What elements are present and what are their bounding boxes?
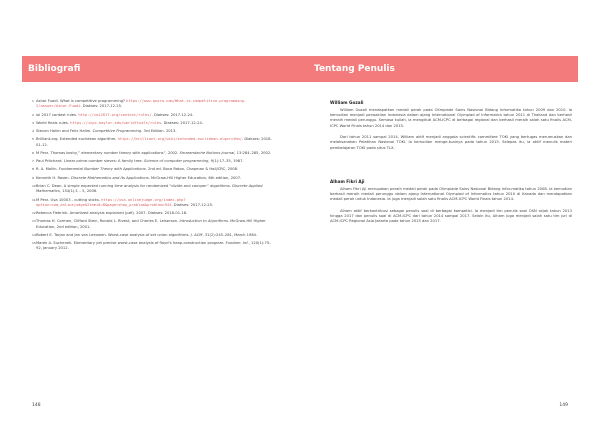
reference-text-main: Kenneth H. Rosen.: [36, 175, 71, 180]
author-bio-paragraph: Alham Fikri Aji merupakan peraih medali perak pada Olimpiade Sains Nasional Bidang Infor-matika tahun 2008. Ia kemudian berhasil meraih medali perunggu dalam ajang International Olympiad of Informatics tahun 2010 di Kanada dan mendapatkan medali perak untuk Indonesia. Ia juga menjadi salah satu finalis ACM-ICPC World Finals tahun 2014.: [330, 186, 572, 202]
about-authors-heading: Tentang Penulis: [314, 64, 395, 74]
reference-text: [36, 167, 272, 172]
reference-publication: Introduction to Algorithms: [179, 219, 228, 224]
reference-text-tail: , 31(2):245–281, March 1984.: [202, 232, 258, 237]
reference-text: [36, 151, 272, 156]
reference-item: [32, 151, 272, 156]
reference-text-main: Brilliant.org. Extended euclidean algorithm.: [36, 137, 118, 142]
reference-item: [32, 219, 272, 229]
reference-item: [32, 159, 272, 164]
reference-item: [32, 233, 272, 238]
reference-number: 6: [32, 150, 34, 155]
reference-publication: Discrete Applied Mathematics: [36, 184, 263, 194]
reference-text-tail: . Diakses: 2017-12-24.: [161, 120, 203, 125]
reference-url-link[interactable]: https://brilliant.org/wiki/extended-euclidean-algorithm/: [117, 137, 242, 142]
bibliography-heading: Bibliografi: [28, 64, 81, 74]
reference-number: 4: [32, 129, 34, 134]
reference-item: [32, 99, 272, 109]
author-name: Alham Fikri Aji: [330, 178, 365, 184]
reference-number: 10: [32, 184, 36, 189]
reference-text-tail: . Diakses: 2017-12-25.: [80, 104, 123, 109]
reference-item: [32, 211, 272, 216]
reference-text: [36, 233, 272, 238]
reference-text-main: Brian C. Dean. A simple expected running time analysis for randomized “divide and conquer” algorithms.: [36, 184, 233, 189]
reference-item: [32, 184, 272, 194]
reference-number: 2: [32, 112, 34, 117]
reference-text-main: Rebecca Fiebrink. Amortized analysis explained (pdf). 2007. Diakses: 2018-01-18.: [36, 211, 188, 216]
reference-publication: Fundamental Number Theory with Applications: [58, 167, 146, 172]
reference-number: 8: [32, 167, 34, 172]
reference-text: [36, 159, 272, 164]
reference-text: [36, 113, 272, 118]
reference-text-tail: . Diakses: 2017-12-25.: [171, 202, 214, 207]
reference-text-tail: . Diakses: 2017-12-24.: [151, 112, 194, 117]
reference-text-main: R. A. Mollin.: [36, 167, 59, 172]
reference-publication: Science of computer programming: [144, 159, 209, 164]
reference-text-tail: . 2nd ed. Boca Raton, Chapman & Hall/CRC, 2008.: [145, 167, 239, 172]
author-name: William Gozali: [330, 100, 364, 105]
reference-publication: Smarandache Notions Journal: [179, 150, 235, 155]
reference-number: 13: [32, 219, 36, 224]
reference-number: 3: [32, 120, 34, 125]
page-number-left: 148: [32, 403, 41, 408]
reference-item: [32, 198, 272, 208]
reference-item: [32, 129, 272, 134]
reference-text-main: M Perz. Uva 10003 - cutting sticks.: [36, 197, 102, 202]
reference-number: 14: [32, 232, 36, 237]
reference-text: [36, 219, 272, 229]
reference-text-main: Thomas H. Cormen, Clifford Stein, Ronald L. Rivest, and Charles E. Leiserson.: [36, 219, 180, 224]
reference-url-link[interactable]: https://icpc.baylor.edu/worldfinals/rules: [70, 120, 162, 125]
reference-text: [36, 121, 272, 126]
reference-number: 1: [32, 99, 34, 103]
reference-list: [32, 99, 272, 255]
reference-url-link[interactable]: https://www.quora.com/What-is-competitive-programming-2/answer/Ashar-Fuadi: [36, 99, 247, 109]
reference-number: 5: [32, 137, 34, 142]
reference-publication: J. ACM: [190, 232, 203, 237]
author-bio-paragraph: Dari tahun 2011 sampai 2014, William aktif menjadi anggota scientific committee TOKI yang bertugas merumuskan dan melaksanakan Pelatihan Nasional TOKI. Ia kemudian menge-tuainya pada tahun 2015. Selepas itu, ia aktif menulis materi pembelajaran TOKI pada situs TLX.: [330, 134, 572, 150]
reference-number: 11: [32, 197, 36, 202]
reference-text: [36, 211, 272, 216]
author-list: [330, 100, 572, 230]
reference-text-tail: , 9(1):17–35, 1987.: [208, 159, 244, 164]
reference-text-main: Steven Halim and Felix Halim.: [36, 129, 93, 134]
reference-text: [36, 241, 272, 251]
reference-number: 7: [32, 159, 34, 164]
reference-text: [36, 99, 272, 109]
reference-text-main: Robert E. Tarjan and Jan van Leeuwen. Worst-case analysis of set union algorithms.: [36, 232, 191, 237]
reference-item: [32, 241, 272, 251]
reference-text-tail: , 154(1):1 – 5, 2006.: [59, 189, 98, 194]
reference-text: [36, 176, 272, 181]
reference-publication: Discrete Mathematics and Its Applications: [70, 175, 149, 180]
reference-publication: Competitive Programming: [92, 129, 142, 134]
reference-text: [36, 184, 272, 194]
author-bio-paragraph: Alham aktif berkontribusi sebagai penulis soal di berbagai kompetisi. Ia menjadi tim penulis soal OSN sejak tahun 2013 hingga 2017 dan penulis soal di ACM-ICPC dari tahun 2014 sampai 2017. Selain itu, Alham juga menjadi salah satu tim juri di ACM-ICPC Regional Asia Jakarta pada tahun 2015 dan 2017.: [330, 208, 572, 224]
reference-text-main: M Perz. Thomas koshy,” elementary number theory with applications”, 2002.: [36, 150, 180, 155]
right-page: [300, 0, 600, 424]
reference-number: 9: [32, 175, 34, 180]
page-number-right: 149: [559, 403, 568, 408]
reference-item: [32, 121, 272, 126]
about-authors-heading-band: [300, 56, 578, 82]
reference-text-tail: . McGraw-Hill Higher Education, 6th edition, 2007.: [148, 175, 242, 180]
reference-item: [32, 137, 272, 147]
reference-item: [32, 113, 272, 118]
reference-item: [32, 167, 272, 172]
reference-text-tail: . 3rd Edition. 2013.: [141, 129, 177, 134]
author-spacer: [330, 157, 572, 179]
reference-text-tail: , 120(1):75–92, January 2012.: [36, 241, 272, 251]
reference-item: [32, 176, 272, 181]
reference-text-main: Paul Pritchard. Linear prime-number sieves: A family tree.: [36, 159, 145, 164]
reference-number: 15: [32, 241, 36, 246]
reference-url-link[interactable]: http://ioi2017.org/contest/rules/: [78, 112, 152, 117]
reference-text-main: ioi 2017 contest rules.: [36, 112, 79, 117]
reference-text-main: World finals rules.: [36, 120, 71, 125]
author-bio-paragraph: William Gozali mendapatkan medali perak pada Olimpiade Sains Nasional Bidang Informatika tahun 2009 dan 2010. Ia kemudian menjadi perwakilan Indonesia dalam ajang International Olympiad of Informatics tahun 2011 di Thailand dan berhasil meraih medali perunggu. Semasa kuliah, ia mengikuti ACM-ICPC di berbagai regional dan berhasil meraih salah satu finalis ACM-ICPC World Finals tahun 2014 dan 2015.: [330, 107, 572, 128]
reference-text: [36, 129, 272, 134]
reference-url-link[interactable]: https://uva.onlinejudge.org/index.php?option=com_onlinejudge&Itemid=8&page=show_problem&problem=944: [36, 197, 186, 207]
reference-text-main: Marek A. Suchenek. Elementary yet precise worst-case analysis of floyd’s heap-construction program.: [36, 241, 226, 246]
reference-text-tail: . Diakses: 2018-01-12.: [36, 137, 272, 147]
reference-number: 12: [32, 211, 36, 216]
reference-text-tail: . McGraw-Hill Higher Education, 2nd edition, 2001.: [36, 219, 266, 229]
reference-text: [36, 198, 272, 208]
reference-text-tail: , 13:284–285, 2002.: [234, 150, 272, 155]
reference-text-main: Ashar Fuadi. What is competitive programming?: [36, 99, 127, 103]
bibliography-heading-band: [22, 56, 300, 82]
reference-publication: Fundam. Inf.: [225, 241, 249, 246]
reference-text: [36, 137, 272, 147]
